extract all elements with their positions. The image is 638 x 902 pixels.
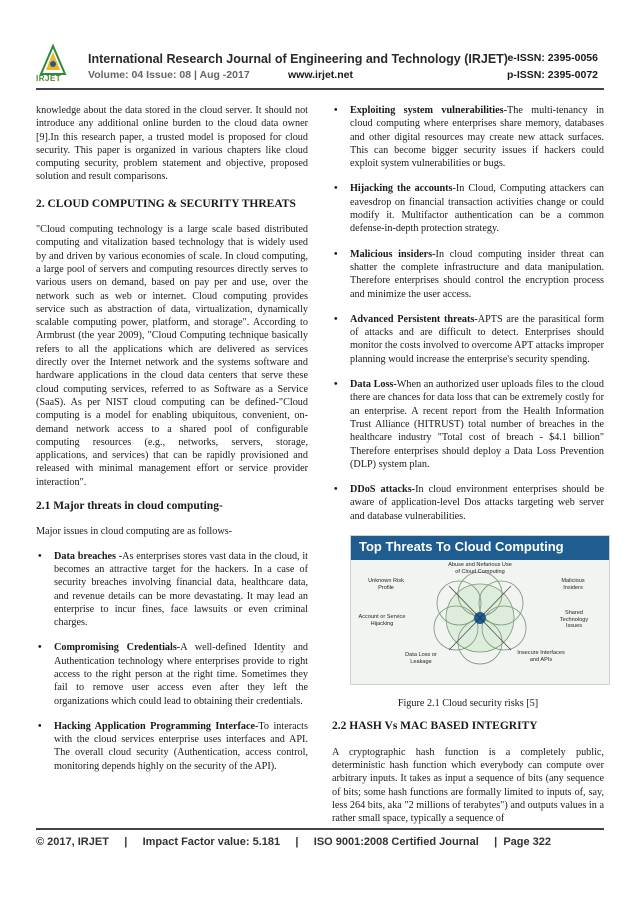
- bullet-icon: •: [334, 248, 338, 260]
- section-heading-threats: 2. CLOUD COMPUTING & SECURITY THREATS: [36, 197, 296, 210]
- bullet-text: When an authorized user uploads files to the cloud there are chances for data loss that can be extremely costly for an enterprise. A recent report from the Health Information Trust Alliance (HITRUST) total number of breaches in the healthcare industry "Total cost of breach - $4.1 billion" Therefore enterprises should deploy a Data Loss Prevention (DLP) system plan.: [350, 379, 604, 470]
- bullet-title: Data Loss-: [350, 379, 397, 391]
- left-column: [36, 104, 308, 785]
- list-item: [36, 720, 308, 773]
- eissn: e-ISSN: 2395-0056: [507, 52, 598, 64]
- bullet-icon: •: [334, 313, 338, 325]
- list-item: [332, 182, 604, 235]
- subsection-heading-hash-mac: 2.2 HASH Vs MAC BASED INTEGRITY: [332, 720, 538, 733]
- label-unknown-risk: Unknown Risk Profile: [368, 578, 404, 591]
- bullet-text: To interacts with the cloud services enterprise uses interfaces and API. The overall cloud security (Authentication, access control, monitoring depends highly on the security of the API).: [54, 720, 308, 772]
- bullet-text: In cloud computing insider threat can shatter the complete infrastructure and data manipulation. Therefore enterprises should control the encryption process and minimize the user access.: [350, 248, 604, 300]
- journal-header: [0, 0, 638, 88]
- bullet-text: As enterprises stores vast data in the cloud, it becomes an attractive target for the hackers. In a case of security breaches involving financial data, healthcare data, and revenue details can be more devastating. It may lead an enterprise to incur fines, face lawsuits or even criminal charges.: [54, 550, 308, 629]
- bullet-icon: •: [334, 484, 338, 496]
- bullet-title: Advanced Persistent threats-: [350, 313, 478, 325]
- label-insecure-interfaces: Insecure Interfaces and APIs: [517, 650, 565, 663]
- list-item: [36, 641, 308, 707]
- label-malicious-insiders: Malicious Insiders: [561, 578, 585, 591]
- bullet-title: Exploiting system vulnerabilities-: [350, 105, 508, 116]
- list-item: [36, 550, 308, 630]
- footer-divider: [36, 828, 604, 830]
- label-data-loss: Data Loss or Leakage: [405, 652, 437, 665]
- irjet-logo-icon: [38, 44, 68, 78]
- label-shared-technology: Shared Technology Issues: [559, 610, 589, 630]
- bullet-icon: •: [334, 105, 338, 116]
- list-item: [332, 313, 604, 366]
- footer-copyright: © 2017, IRJET: [36, 836, 109, 848]
- threats-intro: Major issues in cloud computing are as follows-: [36, 526, 233, 538]
- bullet-text: The multi-tenancy in cloud computing where enterprises share memory, databases and other digital resources may create new attack surfaces. This can become bigger security issues if hackers could exploit system vulnerabilities or bugs.: [350, 105, 604, 170]
- logo-text: IRJET: [36, 74, 62, 83]
- list-item: [332, 104, 604, 170]
- list-item: [332, 483, 604, 523]
- bullet-text: APTS are the parasitical form of attacks and are difficult to detect. Enterprises should monitor the costs involved to overcome APT attacks improper planning would increase the enterprise's security spending.: [350, 313, 604, 365]
- volume-issue: Volume: 04 Issue: 08 | Aug -2017: [88, 69, 250, 81]
- bullet-icon: •: [38, 642, 42, 654]
- bullet-title: Hacking Application Programming Interface-: [54, 720, 259, 732]
- bullet-icon: •: [334, 379, 338, 391]
- journal-website-link[interactable]: www.irjet.net: [288, 69, 353, 81]
- bullet-title: DDoS attacks-: [350, 484, 416, 496]
- threats-figure: [350, 535, 610, 685]
- figure-title: Top Threats To Cloud Computing: [359, 539, 564, 555]
- bullet-title: Hijacking the accounts-: [350, 183, 456, 195]
- subsection-heading-major-threats: 2.1 Major threats in cloud computing-: [36, 500, 223, 513]
- footer-iso: ISO 9001:2008 Certified Journal: [313, 836, 479, 848]
- bullet-text: In Cloud, Computing attackers can eavesdrop on financial transaction activities change or could modify it. Multifactor authentication can be a common defense-in-depth protection strategy.: [350, 183, 604, 235]
- journal-title: International Research Journal of Engineering and Technology (IRJET): [88, 52, 508, 66]
- threat-list-right: [332, 104, 604, 523]
- header-divider: [36, 88, 604, 90]
- figure-caption: Figure 2.1 Cloud security risks [5]: [397, 698, 539, 710]
- bullet-text: In cloud environment enterprises should be aware of application-level Dos attacks targeting web server and database vulnerabilities.: [350, 484, 604, 522]
- cloud-definition-paragraph: "Cloud computing technology is a large scale based distributed computing and vitalization based technology that is widely used by and driven by various economies of scale. In cloud computing, a large pool of servers and computing resources directly serves to various users on demand, based on pay per and use, over the network such as web or internet. Cloud computing provides service such as abstraction of data, virtualization, dynamically scalable computing power, platform, and storage". According to Armbrust (the year 2009), "Cloud Computing technique basically refers to all the applications which are delivered as services directly over the Internet network and the systems software and hardware applications in the cloud data centers that serve these cloud computing services, referred to as Software as a Service (SaaS). As per NIST cloud computing can be defined-"Cloud computing is a model for enabling ubiquitous, convenient, on-demand network access to a shared pool of configurable computing resources (e.g., networks, servers, storage, applications, and services) that can be rapidly provisioned and released with minimal management effort or service provider interaction".: [36, 224, 308, 488]
- bullet-icon: •: [334, 183, 338, 195]
- list-item: [332, 378, 604, 471]
- page-footer: © 2017, IRJET | Impact Factor value: 5.181 | ISO 9001:2008 Certified Journal | Page 322: [36, 836, 552, 848]
- intro-paragraph: knowledge about the data stored in the cloud server. It should not introduce any additional online burden to the cloud data owner [9].In this research paper, a trusted model is proposed for cloud security. This paper is organized in various chapters like cloud computing security, problem statement and objective, proposed solution and result comparisons.: [36, 105, 308, 183]
- label-account-hijacking: Account or Service Hijacking: [358, 614, 406, 627]
- hash-paragraph: A cryptographic hash function is a completely public, deterministic hash function which everybody can compute over arbitrary inputs. It takes as input a sequence of bits (any sequence of bits; some hash functions are formally limited to inputs of, say, less 264 bits, aka "2 millions of terabytes") and outputs values in a rather small space, typically a sequence of: [332, 746, 604, 825]
- bullet-icon: •: [38, 550, 42, 562]
- right-column: [332, 104, 604, 836]
- bullet-title: Data breaches -: [54, 550, 123, 562]
- bullet-title: Malicious insiders-: [350, 248, 436, 260]
- footer-page-number: Page 322: [503, 836, 552, 848]
- bullet-title: Compromising Credentials-: [54, 642, 181, 654]
- footer-impact-factor: Impact Factor value: 5.181: [142, 836, 281, 848]
- pissn: p-ISSN: 2395-0072: [506, 69, 598, 81]
- bullet-text: A well-defined Identity and Authentication technology where enterprises provide to right access to the right person at the right time. Sometimes they fail to remove user access even after they left the organizations which could lead to obtaining their credentials.: [54, 642, 309, 707]
- threat-list-left: [36, 550, 308, 773]
- bullet-icon: •: [38, 720, 42, 732]
- label-abuse: Abuse and Nefarious Use of Cloud Computing: [448, 562, 512, 575]
- list-item: [332, 248, 604, 301]
